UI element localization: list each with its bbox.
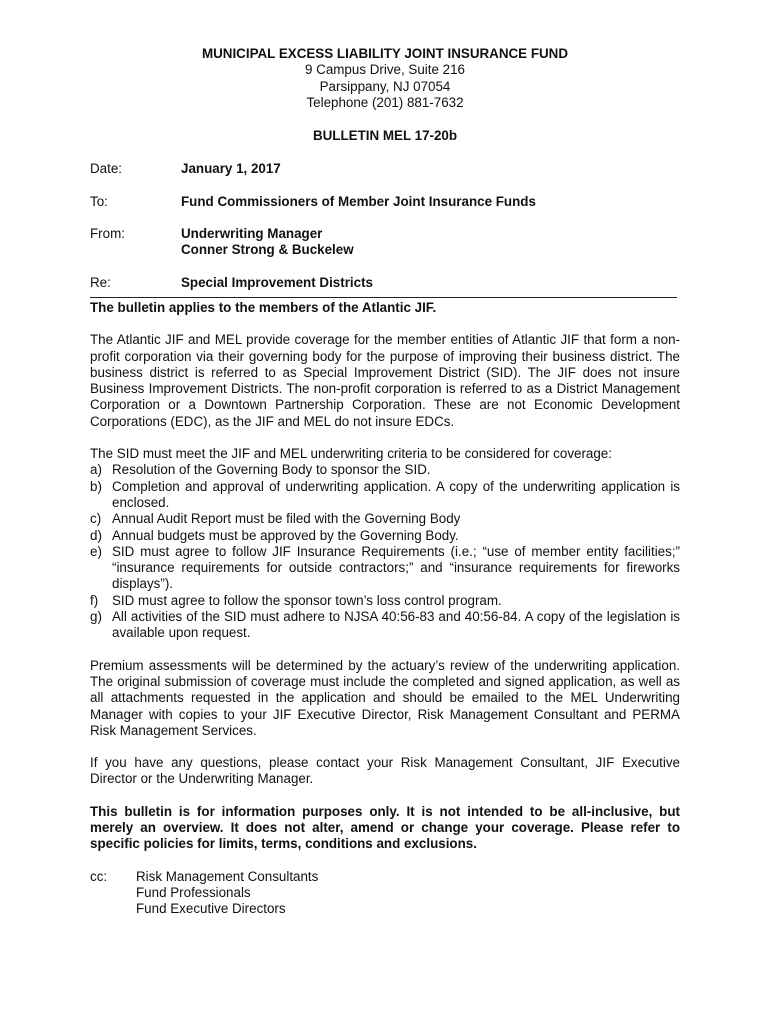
- criteria-text: Annual budgets must be approved by the Governing Body.: [112, 527, 459, 543]
- from-label: From:: [90, 226, 125, 242]
- cc-block: [90, 869, 680, 918]
- disclaimer: This bulletin is for information purposes only. It is not intended to be all-inclusive, but merely an overview. It does not alter, amend or change your coverage. Please refer to specific policies for limits, terms, conditions and exclusions.: [90, 803, 680, 852]
- criteria-item: [90, 528, 680, 544]
- date-row: [90, 161, 680, 177]
- to-value: Fund Commissioners of Member Joint Insurance Funds: [181, 193, 536, 209]
- criteria-marker: f): [90, 592, 99, 608]
- date-label: Date:: [90, 161, 123, 177]
- cc-label: cc:: [90, 868, 108, 884]
- re-row: [90, 275, 680, 291]
- criteria-text: SID must agree to follow the sponsor town’s loss control program.: [112, 592, 502, 608]
- re-value: Special Improvement Districts: [181, 274, 374, 290]
- criteria-text: Annual Audit Report must be filed with the Governing Body: [112, 511, 461, 527]
- letterhead: [90, 46, 680, 111]
- bulletin-page: [90, 40, 680, 917]
- from-value-line-2: Conner Strong & Buckelew: [181, 242, 354, 258]
- criteria-list: [90, 462, 680, 641]
- criteria-intro: The SID must meet the JIF and MEL underwriting criteria to be considered for coverage:: [90, 446, 612, 462]
- criteria-item: [90, 593, 680, 609]
- date-value: January 1, 2017: [181, 161, 281, 177]
- header-divider: [90, 297, 677, 298]
- cc-recipient: Risk Management Consultants: [136, 868, 319, 884]
- to-row: [90, 194, 680, 210]
- organization-name: MUNICIPAL EXCESS LIABILITY JOINT INSURANCE FUND: [201, 46, 569, 61]
- telephone: Telephone (201) 881-7632: [306, 94, 464, 110]
- criteria-text: Completion and approval of underwriting application. A copy of the underwriting application is enclosed.: [112, 478, 680, 510]
- criteria-item: [90, 479, 680, 512]
- criteria-marker: g): [90, 609, 102, 625]
- criteria-section: [90, 446, 680, 642]
- cc-recipient: Fund Executive Directors: [136, 901, 286, 917]
- to-label: To:: [90, 193, 108, 209]
- paragraph-premium: Premium assessments will be determined by the actuary’s review of the underwriting application. The original submission of coverage must include the completed and signed application, as well as all attachments requested in the application and should be emailed to the MEL Underwriting Manager with copies to your JIF Executive Director, Risk Management Consultant and PERMA Risk Management Services.: [90, 657, 680, 738]
- cc-recipients: [136, 869, 318, 918]
- paragraph-coverage: The Atlantic JIF and MEL provide coverage for the member entities of Atlantic JIF that form a non-profit corporation via their governing body for the purpose of improving their business district. The business district is referred to as Special Improvement District (SID). The JIF does not insure Business Improvement Districts. The non-profit corporation is referred to as a District Management Corporation or a Downtown Partnership Corporation. These are not Economic Development Corporations (EDC), as the JIF and MEL do not insure EDCs.: [90, 332, 680, 429]
- criteria-marker: c): [90, 511, 102, 527]
- address-line-1: 9 Campus Drive, Suite 216: [304, 62, 466, 78]
- criteria-marker: d): [90, 527, 102, 543]
- criteria-marker: b): [90, 478, 102, 494]
- re-label: Re:: [90, 274, 111, 290]
- criteria-item: [90, 544, 680, 593]
- cc-recipient: Fund Professionals: [136, 884, 251, 900]
- criteria-text: Resolution of the Governing Body to sponsor the SID.: [112, 462, 431, 478]
- from-row: [90, 226, 680, 259]
- bulletin-number: BULLETIN MEL 17-20b: [312, 128, 458, 144]
- criteria-marker: e): [90, 543, 102, 559]
- address-line-2: Parsippany, NJ 07054: [319, 78, 451, 94]
- applies-note: The bulletin applies to the members of the Atlantic JIF.: [90, 299, 437, 315]
- from-value: [181, 226, 354, 259]
- criteria-item: [90, 462, 680, 478]
- from-value-line-1: Underwriting Manager: [181, 226, 323, 242]
- criteria-text: All activities of the SID must adhere to NJSA 40:56-83 and 40:56-84. A copy of the legislation is available upon request.: [112, 609, 680, 641]
- criteria-item: [90, 511, 680, 527]
- paragraph-questions: If you have any questions, please contact your Risk Management Consultant, JIF Executive Director or the Underwriting Manager.: [90, 755, 680, 787]
- criteria-item: [90, 609, 680, 642]
- criteria-text: SID must agree to follow JIF Insurance Requirements (i.e.; “use of member entity facilities;” “insurance requirements for outside contractors;” and “insurance requirements for fireworks displays”).: [112, 543, 680, 592]
- criteria-marker: a): [90, 462, 102, 478]
